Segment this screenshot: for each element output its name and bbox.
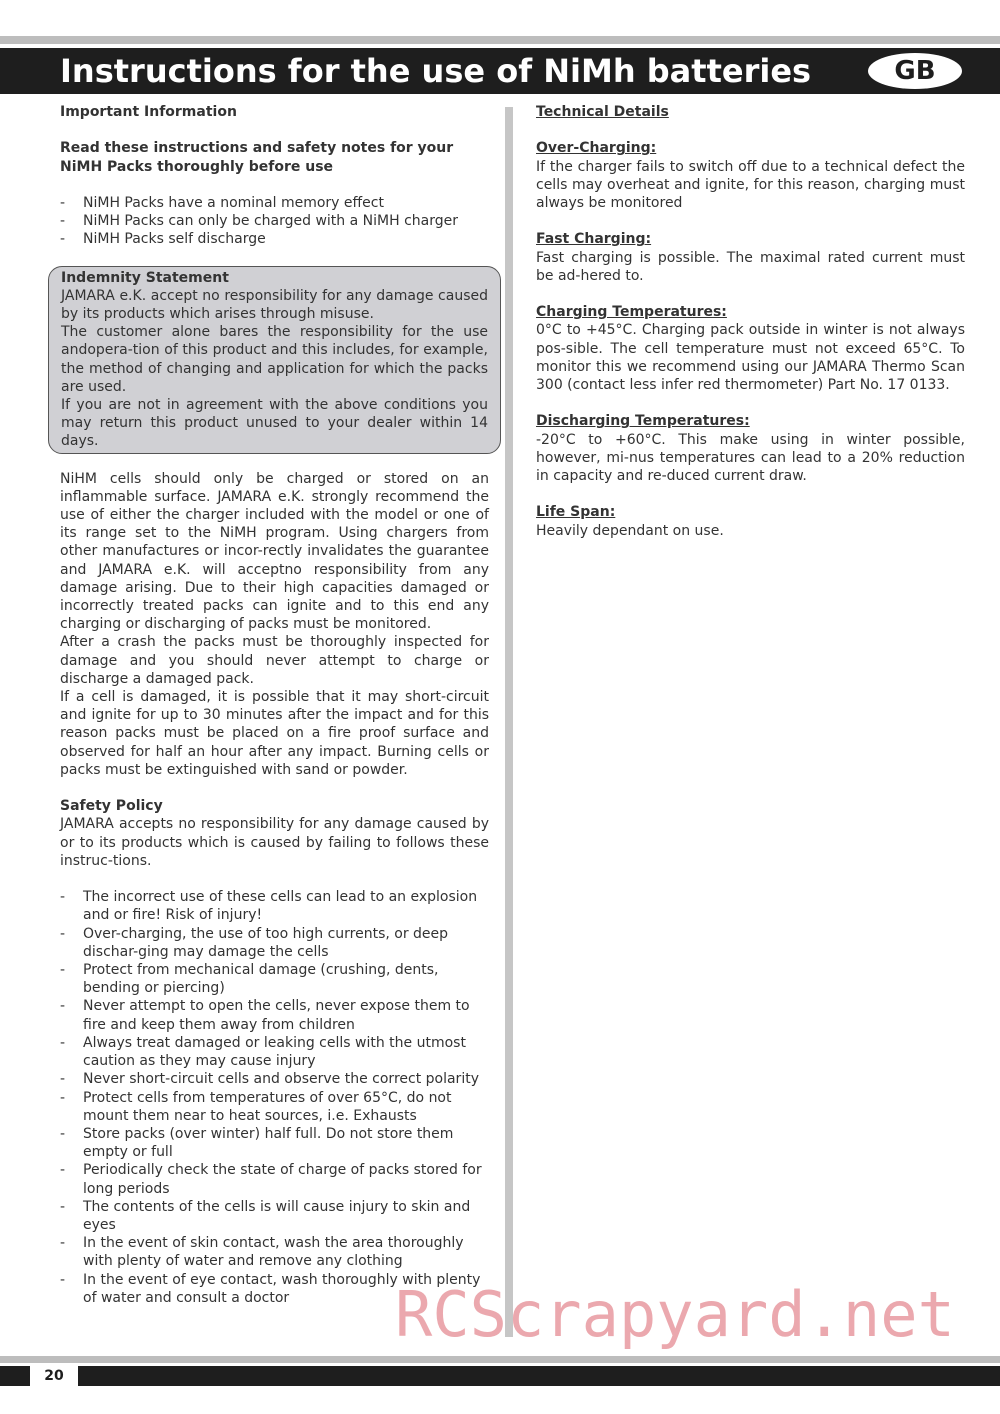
list-item: - Never short-circuit cells and observe the correct polarity [60,1071,479,1088]
footer-stripe [0,1356,1000,1363]
list-item: - NiMH Packs can only be charged with a NiMH charger [60,213,458,230]
section-text: Fast charging is possible. The maximal rated current must be ad-hered to. [536,249,965,284]
section-text: -20°C to +60°C. This make using in winter possible, however, mi-nus temperatures can lead to a 20% reduction in capacity and re-duced current draw. [536,431,965,484]
header-bar [0,48,1000,94]
list-item: - Periodically check the state of charge of packs stored for long periods [60,1162,482,1197]
list-item: - In the event of eye contact, wash thoroughly with plenty of water and consult a doctor [60,1271,481,1306]
body-paragraph: If a cell is damaged, it is possible that it may short-circuit and ignite for up to 30 minutes after the impact and for this reason packs must be placed on a fire proof surface and observed for half an hour after any impact. Burning cells or packs must be extinguished with sand or powder. [60,689,489,778]
list-item: - In the event of skin contact, wash the area thoroughly with plenty of water and remove any clothing [60,1235,464,1270]
language-badge: GB [868,53,962,89]
watermark: RCScrapyard.net [395,1278,955,1351]
section-heading: Life Span: [536,504,616,521]
list-item: - NiMH Packs self discharge [60,231,266,248]
intro-bullet-list [60,194,489,249]
indemnity-paragraph: The customer alone bares the responsibility for the use andopera-tion of this product and this includes, for example, the method of changing and application for which the packs are used. [61,324,488,395]
column-divider [505,107,513,1337]
list-item: - The incorrect use of these cells can lead to an explosion and or fire! Risk of injury! [60,889,478,924]
section-heading: Fast Charging: [536,231,652,248]
list-item: - Protect from mechanical damage (crushing, dents, bending or piercing) [60,962,439,997]
section-text: 0°C to +45°C. Charging pack outside in winter is not always pos-sible. The cell temperature must not exceed 65°C. To monitor this we recommend using our JAMARA Thermo Scan 300 (contact less infer red thermometer) Part No. 17 0133. [536,322,965,393]
important-heading: Important Information [60,104,237,120]
right-column [536,103,965,540]
body-paragraph: NiHM cells should only be charged or stored on an inflammable surface. JAMARA e.K. strongly recommend the use of either the charger included with the model or one of its range set to the NiMH program. Using chargers from other manufactures or incor-rectly invalidates the guarantee and JAMARA e.K. will acceptno responsibility from any damage arising. Due to their high capacities damaged or incorrectly treated packs can ignite and to this end any charging or discharging of packs must be monitored. [60,470,489,633]
page-title: Instructions for the use of NiMh batteries [60,52,812,90]
section-text: If the charger fails to switch off due to a technical defect the cells may overheat and ignite, for this reason, charging must always be monitored [536,158,965,211]
body-paragraph: After a crash the packs must be thoroughly inspected for damage and you should never attempt to charge or discharge a damaged pack. [60,634,489,687]
indemnity-paragraph: JAMARA e.K. accept no responsibility for any damage caused by its products which arises through misuse. [61,287,488,322]
list-item: - Never attempt to open the cells, never expose them to fire and keep them away from children [60,998,470,1033]
safety-heading: Safety Policy [60,798,163,815]
section-heading: Over-Charging: [536,140,657,157]
list-item: - Store packs (over winter) half full. Do not store them empty or full [60,1125,454,1161]
indemnity-heading: Indemnity Statement [61,269,229,286]
section-heading: Charging Temperatures: [536,304,727,321]
section-heading: Discharging Temperatures: [536,413,750,430]
list-item: - NiMH Packs have a nominal memory effect [60,194,384,211]
footer-bar [0,1366,1000,1386]
read-notice: Read these instructions and safety notes for your NiMH Packs thoroughly before use [60,140,454,175]
list-item: - The contents of the cells is will cause injury to skin and eyes [60,1198,471,1233]
list-item: - Over-charging, the use of too high currents, or deep dischar-ging may damage the cells [60,925,449,960]
indemnity-paragraph: If you are not in agreement with the above conditions you may return this product unused to your dealer within 14 days. [61,397,488,450]
left-column [60,103,489,1307]
technical-details-heading: Technical Details [536,104,669,120]
top-stripe [0,36,1000,44]
safety-bullet-list [60,888,489,1307]
section-text: Heavily dependant on use. [536,522,724,539]
list-item: - Protect cells from temperatures of over 65°C, do not mount them near to heat sources, i.e. Exhausts [60,1089,452,1124]
list-item: - Always treat damaged or leaking cells with the utmost caution as they may cause injury [60,1034,466,1070]
indemnity-box [48,266,501,454]
safety-text: JAMARA accepts no responsibility for any damage caused by or to its products which is caused by failing to follows these instruc-tions. [60,816,489,869]
page-number: 20 [30,1366,78,1386]
